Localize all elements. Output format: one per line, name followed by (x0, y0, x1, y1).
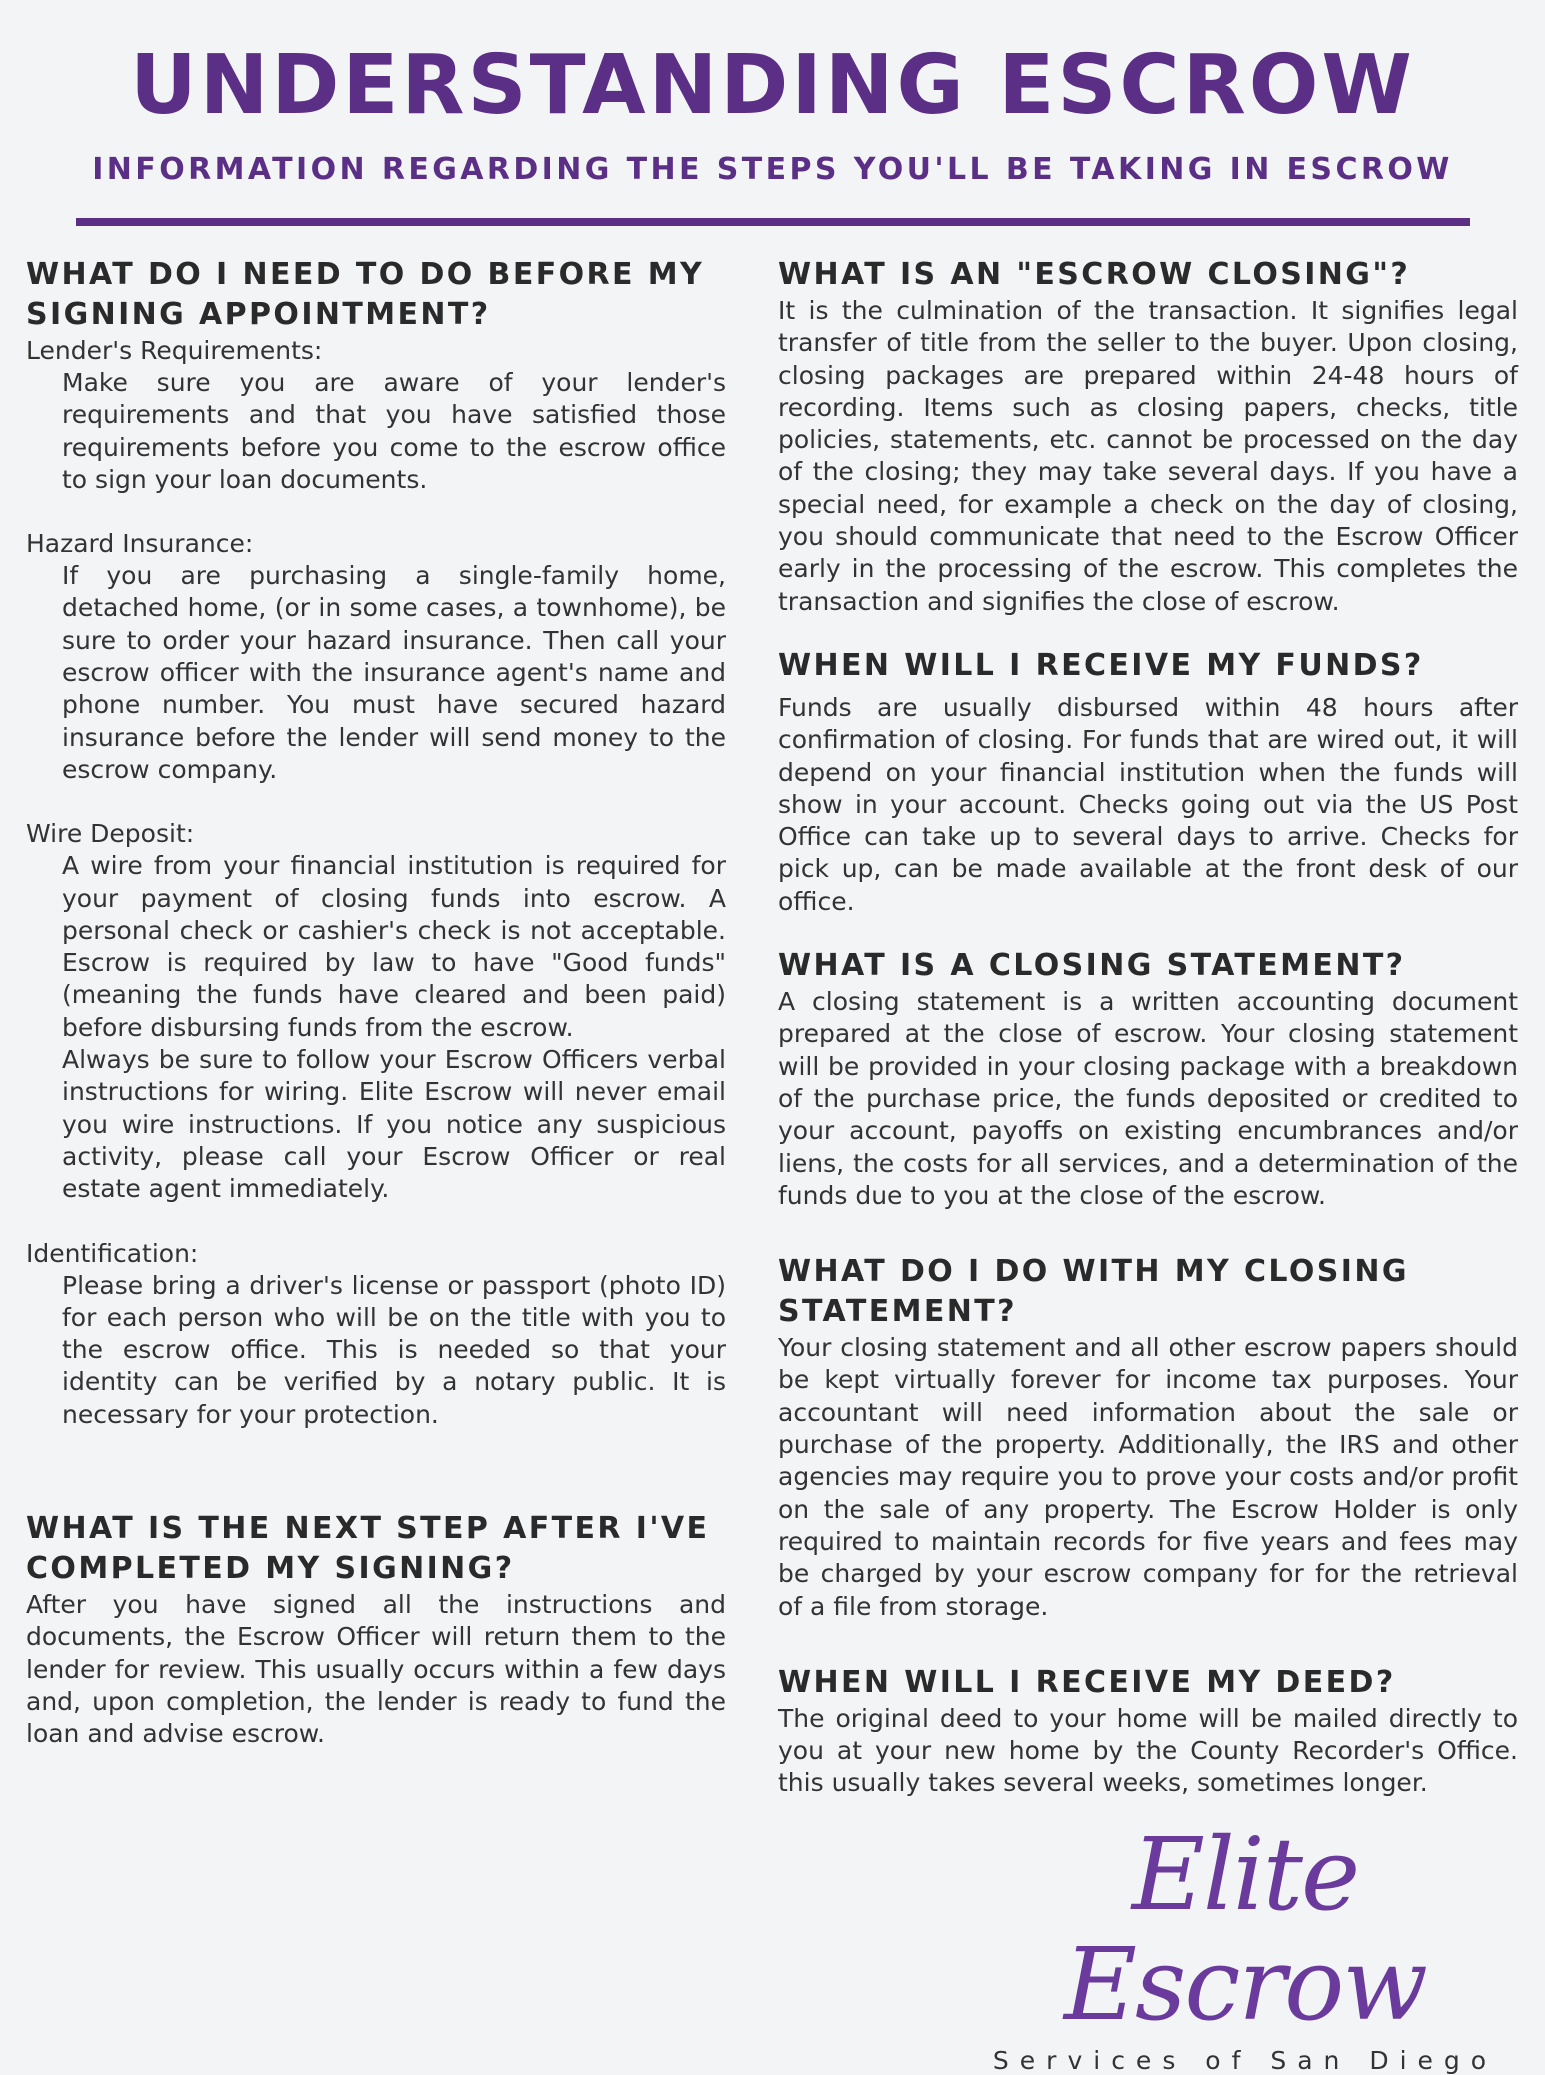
company-logo (965, 1816, 1525, 2075)
section-text-what-to-do: Your closing statement and all other escrow papers should be kept virtually forever for income tax purposes. Your accountant will need information about the sale or purchase of the property. Additionally, the IRS and other agencies may require you to prove your costs and/or profit on the sale of any property. The Escrow Holder is only required to maintain records for five years and fees may be charged by your escrow company for for the retrieval of a file from storage. (778, 1333, 1518, 1621)
item-text-identification: Please bring a driver's license or passport (photo ID) for each person who will be on the title with you to the escrow office. This is needed so that your identity can be verified by a notary public. It is necessary for your protection. (62, 1270, 726, 1429)
left-column (26, 255, 726, 1751)
page-subtitle: INFORMATION REGARDING THE STEPS YOU'LL BE TAKING IN ESCROW (92, 152, 1453, 187)
header-divider (76, 218, 1470, 226)
item-label-hazard: Hazard Insurance: (26, 529, 254, 559)
section-text-next-step: After you have signed all the instructions and documents, the Escrow Officer will return them to the lender for review. This usually occurs within a few days and, upon completion, the lender is ready to fund the loan and advise escrow. (26, 1590, 726, 1749)
item-label-identification: Identification: (26, 1238, 199, 1268)
item-text-wire: A wire from your financial institution is required for your payment of closing funds into escrow. A personal check or cashier's check is not acceptable. Escrow is required by law to have "Good funds" (meaning the funds have cleared and been paid) before disbursing funds from the escrow. (62, 851, 726, 1042)
page-title: UNDERSTANDING ESCROW (130, 38, 1415, 133)
section-text-closing-statement: A closing statement is a written accounting document prepared at the close of escrow. Your closing statement will be provided in your closing package with a breakdown of the purchase price, the funds deposited or credited to your account, payoffs on existing encumbrances and/or liens, the costs for all services, and a determination of the funds due to you at the close of the escrow. (778, 987, 1518, 1210)
section-heading-receive-deed: WHEN WILL I RECEIVE MY DEED? (778, 1664, 1396, 1700)
section-heading-next-step: WHAT IS THE NEXT STEP AFTER I'VE COMPLETED MY SIGNING? (26, 1511, 710, 1587)
item-text-hazard: If you are purchasing a single-family home, detached home, (or in some cases, a townhome), be sure to order your hazard insurance. Then call your escrow officer with the insurance agent's name and phone number. You must have secured hazard insurance before the lender will send money to the escrow company. (62, 561, 726, 784)
item-text-lender: Make sure you are aware of your lender's requirements and that you have satisfied those requirements before you come to the escrow office to sign your loan documents. (62, 368, 726, 494)
section-text-receive-funds: Funds are usually disbursed within 48 hours after confirmation of closing. For funds that are wired out, it will depend on your financial institution when the funds will show in your account. Checks going out via the US Post Office can take up to several days to arrive. Checks for pick up, can be made available at the front desk of our office. (778, 692, 1518, 916)
section-heading-what-to-do: WHAT DO I DO WITH MY CLOSING STATEMENT? (778, 1254, 1409, 1330)
logo-tagline: Services of San Diego (992, 2046, 1498, 2075)
section-heading-closing-statement: WHAT IS A CLOSING STATEMENT? (778, 948, 1406, 984)
right-column (778, 255, 1518, 1800)
section-text-receive-deed: The original deed to your home will be mailed directly to you at your new home by the County Recorder's Office. this usually takes several weeks, sometimes longer. (778, 1703, 1518, 1798)
item-label-wire: Wire Deposit: (26, 819, 195, 849)
section-heading-before-signing: WHAT DO I NEED TO DO BEFORE MY SIGNING APPOINTMENT? (26, 257, 705, 332)
section-text-escrow-closing: It is the culmination of the transaction. It signifies legal transfer of title from the seller to the buyer. Upon closing, closing packages are prepared within 24-48 hours of recording. Items such as closing papers, checks, title policies, statements, etc. cannot be processed on the day of the closing; they may take several days. If you have a special need, for example a check on the day of closing, you should communicate that need to the Escrow Officer early in the processing of the escrow. This completes the transaction and signifies the close of escrow. (778, 296, 1518, 616)
item-label-lender: Lender's Requirements: (26, 336, 323, 365)
logo-wordmark: Elite Escrow (1064, 1816, 1426, 2043)
item-text-wire-warning: Always be sure to follow your Escrow Officers verbal instructions for wiring. Elite Escrow will never email you wire instructions. If you notice any suspicious activity, please call your Escrow Officer or real estate agent immediately. (62, 1045, 726, 1204)
section-heading-escrow-closing: WHAT IS AN "ESCROW CLOSING"? (778, 257, 1411, 292)
section-heading-receive-funds: WHEN WILL I RECEIVE MY FUNDS? (778, 647, 1424, 683)
